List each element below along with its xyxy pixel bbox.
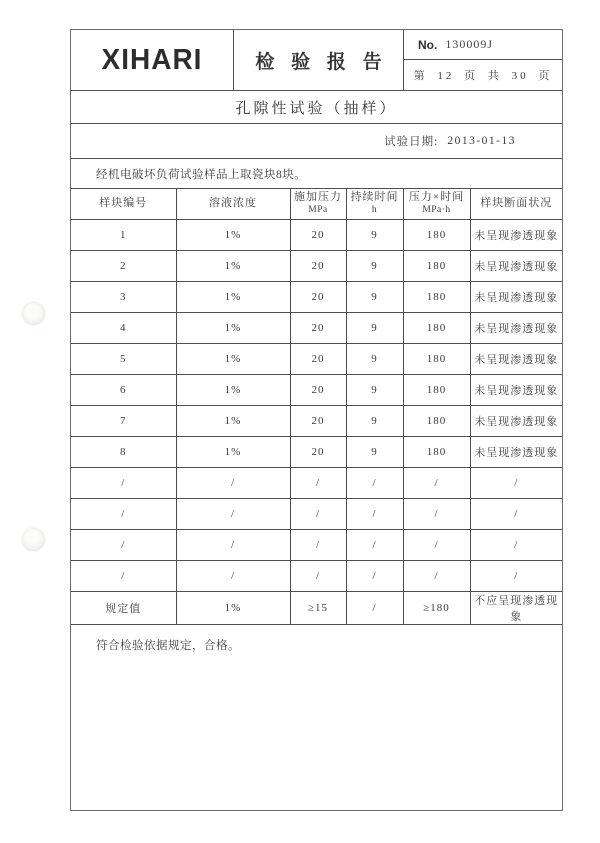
table-cell: 1% — [176, 591, 290, 624]
table-cell: 180 — [403, 250, 470, 281]
table-row — [71, 281, 562, 312]
table-cell: / — [346, 467, 403, 498]
table-cell: 8 — [71, 436, 176, 467]
logo-xihari — [71, 30, 234, 90]
page-info: 第 12 页 共 30 页 — [413, 70, 553, 82]
test-date-row — [71, 124, 562, 159]
table-cell: / — [176, 529, 290, 560]
table-cell: / — [176, 467, 290, 498]
table-cell: / — [71, 529, 176, 560]
table-cell: ≥15 — [290, 591, 346, 624]
col-header-text: 持续时间 — [350, 190, 399, 203]
table-cell: 1% — [176, 281, 290, 312]
table-cell: 4 — [71, 312, 176, 343]
table-cell: 9 — [346, 219, 403, 250]
table-cell: 9 — [346, 312, 403, 343]
table-cell: 5 — [71, 343, 176, 374]
table-cell: / — [403, 529, 470, 560]
col-header-unit: MPa — [308, 204, 328, 215]
table-cell: 规定值 — [71, 591, 176, 624]
table-cell: 180 — [403, 436, 470, 467]
table-row — [71, 250, 562, 281]
table-cell: 未呈现渗透现象 — [470, 374, 562, 405]
table-cell: 180 — [403, 374, 470, 405]
table-cell: / — [346, 560, 403, 591]
test-results-table — [71, 189, 562, 625]
col-header-solution-concentration — [176, 189, 290, 219]
table-cell: 未呈现渗透现象 — [470, 405, 562, 436]
report-header — [71, 30, 562, 91]
col-header-unit: MPa·h — [422, 204, 451, 215]
table-row — [71, 529, 562, 560]
table-cell: 1% — [176, 312, 290, 343]
table-cell: / — [470, 498, 562, 529]
table-cell: / — [403, 498, 470, 529]
table-cell: / — [470, 529, 562, 560]
table-row — [71, 591, 562, 624]
table-row — [71, 312, 562, 343]
table-cell: 未呈现渗透现象 — [470, 281, 562, 312]
table-cell: 180 — [403, 343, 470, 374]
table-cell: 未呈现渗透现象 — [470, 219, 562, 250]
table-row — [71, 436, 562, 467]
table-cell: 20 — [290, 312, 346, 343]
col-header-unit: h — [371, 204, 378, 215]
table-cell: 20 — [290, 281, 346, 312]
section-title: 孔隙性试验（抽样） — [71, 91, 562, 124]
table-cell: 180 — [403, 281, 470, 312]
col-header-text: 压力×时间 — [408, 190, 465, 203]
table-cell: / — [403, 467, 470, 498]
table-cell: 2 — [71, 250, 176, 281]
test-date-value: 2013-01-13 — [447, 135, 516, 147]
table-cell: / — [403, 560, 470, 591]
test-date-label: 试验日期: — [384, 136, 439, 148]
table-cell: / — [290, 467, 346, 498]
conclusion-text: 符合检验依据规定，合格。 — [96, 639, 240, 652]
col-header-applied-pressure — [290, 189, 346, 219]
col-header-sample-no — [71, 189, 176, 219]
table-row — [71, 343, 562, 374]
table-row — [71, 498, 562, 529]
table-cell: / — [346, 498, 403, 529]
table-cell: 1% — [176, 405, 290, 436]
table-body — [71, 219, 562, 624]
table-cell: 9 — [346, 405, 403, 436]
table-cell: / — [346, 529, 403, 560]
table-cell: 20 — [290, 250, 346, 281]
sample-note: 经机电破坏负荷试验样品上取瓷块8块。 — [71, 159, 562, 189]
report-number-label: No. — [418, 37, 438, 52]
table-cell: / — [470, 467, 562, 498]
table-cell: ≥180 — [403, 591, 470, 624]
table-cell: / — [290, 560, 346, 591]
table-cell: 1 — [71, 219, 176, 250]
table-cell: 20 — [290, 405, 346, 436]
report-number-row — [404, 30, 562, 60]
report-number-block — [404, 30, 562, 90]
table-header-row — [71, 189, 562, 219]
table-cell: / — [176, 498, 290, 529]
table-row — [71, 219, 562, 250]
table-cell: 未呈现渗透现象 — [470, 343, 562, 374]
table-cell: 6 — [71, 374, 176, 405]
col-header-duration — [346, 189, 403, 219]
table-cell: 1% — [176, 250, 290, 281]
table-cell: 180 — [403, 405, 470, 436]
table-cell: / — [71, 560, 176, 591]
table-cell: / — [176, 560, 290, 591]
table-cell: 未呈现渗透现象 — [470, 312, 562, 343]
punch-hole-bottom — [22, 528, 45, 551]
table-cell: / — [290, 529, 346, 560]
table-cell: 1% — [176, 343, 290, 374]
table-cell: / — [346, 591, 403, 624]
table-cell: 未呈现渗透现象 — [470, 250, 562, 281]
table-cell: 7 — [71, 405, 176, 436]
col-header-text: 施加压力 — [294, 190, 342, 203]
table-cell: / — [290, 498, 346, 529]
table-cell: 1% — [176, 436, 290, 467]
table-cell: 不应呈现渗透现象 — [470, 591, 562, 624]
report-title: 检 验 报 告 — [234, 30, 404, 90]
col-header-pressure-time — [403, 189, 470, 219]
table-cell: / — [71, 498, 176, 529]
table-row — [71, 374, 562, 405]
table-cell: 1% — [176, 219, 290, 250]
table-cell: 9 — [346, 250, 403, 281]
table-row — [71, 405, 562, 436]
table-cell: 3 — [71, 281, 176, 312]
table-row — [71, 560, 562, 591]
table-cell: / — [470, 560, 562, 591]
col-header-text: 样块编号 — [99, 196, 148, 209]
table-row — [71, 467, 562, 498]
table-cell: 180 — [403, 219, 470, 250]
col-header-text: 溶液浓度 — [209, 196, 257, 209]
col-header-text: 样块断面状况 — [480, 196, 553, 209]
table-cell: / — [71, 467, 176, 498]
report-frame — [70, 29, 563, 811]
table-cell: 20 — [290, 374, 346, 405]
table-cell: 9 — [346, 374, 403, 405]
col-header-cross-section-condition — [470, 189, 562, 219]
logo-text: XIHARI — [101, 43, 203, 76]
table-cell: 20 — [290, 343, 346, 374]
punch-hole-top — [22, 302, 45, 325]
report-number-value: 130009J — [445, 37, 494, 51]
table-cell: 20 — [290, 436, 346, 467]
table-cell: 20 — [290, 219, 346, 250]
table-cell: 1% — [176, 374, 290, 405]
table-cell: 未呈现渗透现象 — [470, 436, 562, 467]
table-cell: 9 — [346, 436, 403, 467]
table-cell: 180 — [403, 312, 470, 343]
table-cell: 9 — [346, 281, 403, 312]
table-cell: 9 — [346, 343, 403, 374]
